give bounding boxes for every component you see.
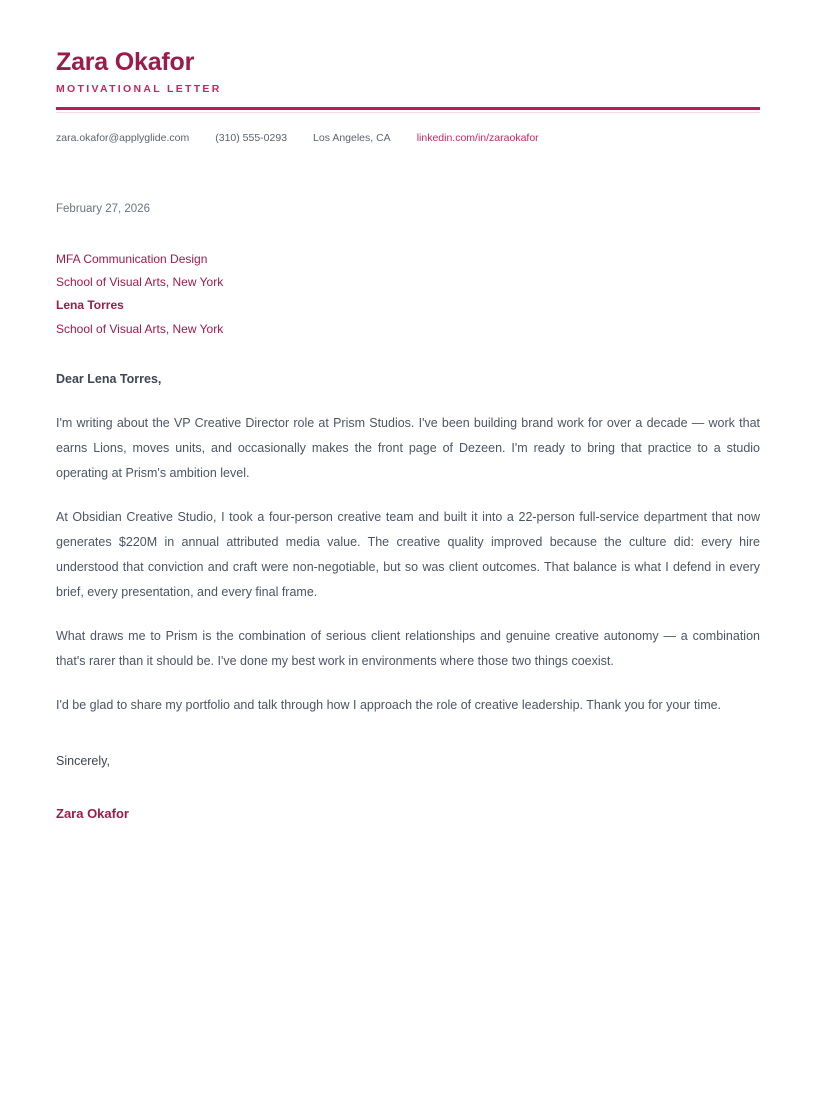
recipient-program: MFA Communication Design [56,251,208,266]
page-title: Zara Okafor [56,48,195,76]
contact-bar [56,131,760,147]
header-rule-secondary [56,112,760,113]
recipient-block [56,248,760,342]
letter-body [56,411,760,718]
recipient-institution: School of Visual Arts, New York [56,274,224,289]
closing-salutation: Sincerely, [56,754,110,769]
document-kind-label: MOTIVATIONAL LETTER [56,82,222,95]
body-paragraph: What draws me to Prism is the combination of serious client relationships and genuine creative autonomy — a combination that's rarer than it should be. I've done my best work in environments where those two things coexist. [56,629,760,669]
recipient-name: Lena Torres [56,298,124,313]
contact-location: Los Angeles, CA [313,131,391,144]
letter-date: February 27, 2026 [56,203,150,216]
salutation: Dear Lena Torres, [56,372,162,387]
signature-name: Zara Okafor [56,806,129,822]
body-paragraph: I'm writing about the VP Creative Director role at Prism Studios. I've been building brand work for over a decade — work that earns Lions, moves units, and occasionally makes the front page of Dezeen. I'm ready to bring that practice to a studio operating at Prism's ambition level. [56,416,760,481]
contact-phone[interactable]: (310) 555-0293 [215,131,288,144]
contact-linkedin-link[interactable]: linkedin.com/in/zaraokafor [416,131,539,144]
letterhead [56,48,760,113]
header-rule [56,107,760,110]
contact-email[interactable]: zara.okafor@applyglide.com [56,131,190,144]
body-paragraph: At Obsidian Creative Studio, I took a four-person creative team and built it into a 22-person full-service department that now generates $220M in annual attributed media value. The creative quality improved because the culture did: every hire understood that conviction and craft were non-negotiable, but so was client outcomes. That balance is what I defend in every brief, every presentation, and every final frame. [56,510,760,600]
recipient-institution-repeat: School of Visual Arts, New York [56,321,224,336]
body-paragraph: I'd be glad to share my portfolio and talk through how I approach the role of creative leadership. Thank you for your time. [56,698,722,713]
